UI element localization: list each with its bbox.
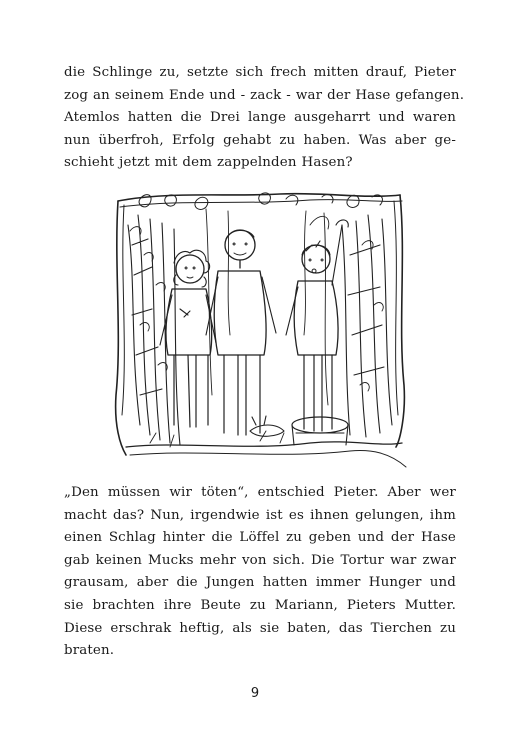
page-number: 9 [250,686,260,701]
text-line: grausam, aber die Jungen hatten immer Hunger und [64,575,456,591]
paragraph-2 [64,482,456,663]
forest-sketch-illustration [110,185,408,470]
sketch-three-children-in-forest-icon [110,185,408,470]
text-line: braten. [64,643,115,659]
text-line: einen Schlag hinter die Löffel zu geben und der Hase [64,530,456,546]
text-line: die Schlinge zu, setzte sich frech mitten drauf, Pieter [64,65,456,80]
text-line: macht das? Nun, irgendwie ist es ihnen gelungen, ihm [64,507,456,523]
text-line: „Den müssen wir töten“, entschied Pieter. Aber wer [64,485,456,500]
text-line: schieht jetzt mit dem zappelnden Hasen? [64,155,353,171]
text-line: zog an seinem Ende und - zack - war der Hase gefangen. [64,87,465,103]
text-line: gab keinen Mucks mehr von sich. Die Tortur war zwar [64,552,456,568]
text-line: sie brachten ihre Beute zu Mariann, Pieters Mutter. [64,597,456,613]
paragraph-1 [64,62,465,175]
text-line: Diese erschrak heftig, als sie baten, das Tierchen zu [64,620,456,636]
text-line: Atemlos hatten die Drei lange ausgeharrt und waren [64,110,456,126]
text-line: nun überfroh, Erfolg gehabt zu haben. Was aber ge- [64,132,456,148]
